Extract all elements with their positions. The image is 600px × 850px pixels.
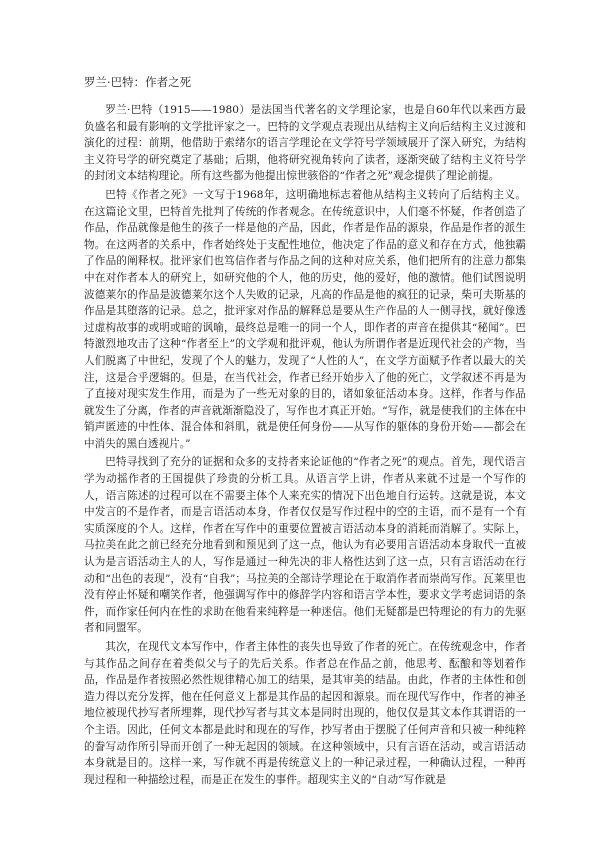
document-page	[84, 74, 526, 790]
paragraph-1: 罗兰·巴特（1915——1980）是法国当代著名的文学理论家，也是自60年代以来西方最负盛名和最有影响的文学批评家之一。巴特的文学观点表现出从结构主义向后结构主义过渡和演化的过程：前期，他借助于索绪尔的语言学理论在文学符号学领域展开了深入研究，为结构主义符号学的研究奠定了基础；后期，他将研究视角转向了读者，逐渐突破了结构主义符号学的封闭文本结构理论。所有这些都为他提出惊世骇俗的“作者之死”观念提供了理论前提。	[84, 104, 526, 183]
paragraph-4: 其次，在现代文本写作中，作者主体性的丧失也导致了作者的死亡。在传统观念中，作者与其作品之间存在着类似父与子的先后关系。作者总在作品之前，他思考、酝酿和等划着作品，作品是作者按照必然性规律精心加工的结果，是其审美的结晶。由此，作者的主体性和创造力得以充分发挥，他在任何意义上都是其作品的起因和源泉。而在现代写作中，作者的神圣地位被现代抄写者所埋葬，现代抄写者与其文本是同时出现的，他仅仅是其文本作其谓语的一个主语。因此，任何文本都是此时和现在的写作，抄写者由于摆脱了任何声音和只被一种纯粹的誊写动作所引导而开创了一种无起因的领域。在这种领域中，只有言语在活动，或言语活动本身就是目的。这样一来，写作就不再是传统意义上的一种记录过程，一种确认过程，一种再现过程和一种描绘过程，而是正在发生的事件。超现实主义的“自动”写作就是	[84, 641, 526, 786]
paragraph-2: 巴特《作者之死》一文写于1968年，这明确地标志着他从结构主义转向了后结构主义。在这篇论文里，巴特首先批判了传统的作者观念。在传统意识中，人们毫不怀疑，作者创造了作品，作品就像是他生的孩子一样是他的产品，因此，作者是作品的源泉，作品是作者的派生物。在这两者的关系中，作者始终处于支配性地位，他决定了作品的意义和存在方式，他独霸了作品的阐释权。批评家们也笃信作者与作品之间的这种对应关系，他们把所有的注意力都集中在对作者本人的研究上，如研究他的个人，他的历史，他的爱好，他的激情。他们试图说明波德莱尔的作品是波德莱尔这个人失败的记录，凡高的作品是他的疯狂的记录，柴可夫斯基的作品是其堕落的记录。总之，批评家对作品的解释总是要从生产作品的人一侧寻找，就好像透过虚构故事的或明或暗的讽喻，最终总是唯一的同一个人，即作者的声音在提供其“秘闻”。巴特激烈地攻击了这种“作者至上”的文学观和批评观，他认为所谓作者是近现代社会的产物，当人们脱离了中世纪，发现了个人的魅力，发现了“人性的人”，在文学方面赋予作者以最大的关注，这是合乎逻辑的。但是，在当代社会，作者已经开始步入了他的死亡，文学叙述不再是为了直接对现实发生作用，而是为了一些无对象的目的，诸如象征活动本身。这样，作者与作品就发生了分离，作者的声音就渐渐隐没了，写作也才真正开始。“写作，就是使我们的主体在中销声匿迹的中性体、混合体和斜肌，就是使任何身份——从写作的躯体的身份开始——都会在中消失的黑白透视片。”	[84, 188, 526, 450]
document-title: 罗兰·巴特：作者之死	[84, 75, 192, 89]
paragraph-3: 巴特寻找到了充分的证据和众多的支持者来论证他的“作者之死”的观点。首先，现代语言学为动摇作者的王国提供了珍贵的分析工具。从语言学上讲，作者从来就不过是一个写作的人，语言陈述的过程可以在不需要主体个人来充实的情况下出色地自行运转。这就是说，本文中发言的不是作者，而是言语活动本身，作者仅仅是写作过程中的空的主语，而不是有一个有实质深度的个人。这样，作者在写作中的重要位置被言语活动本身的消耗而消解了。实际上，马拉美在此之前已经充分地看到和预见到了这一点，他认为有必要用言语活动本身取代一直被认为是言语活动主人的人，写作是通过一种先决的非人格性达到了这一点，只有言语活动在行动和“出色的表现”，没有“自我”；马拉美的全部诗学理论在于取消作者而崇尚写作。瓦莱里也没有停止怀疑和嘲笑作者，他强调写作中的修辞学内容和语言学本性，要求文学考虑词语的条件，而作家任何内在性的求助在他看来纯粹是一种迷信。他们无疑都是巴特理论的有力的先驱者和同盟军。	[84, 456, 526, 635]
